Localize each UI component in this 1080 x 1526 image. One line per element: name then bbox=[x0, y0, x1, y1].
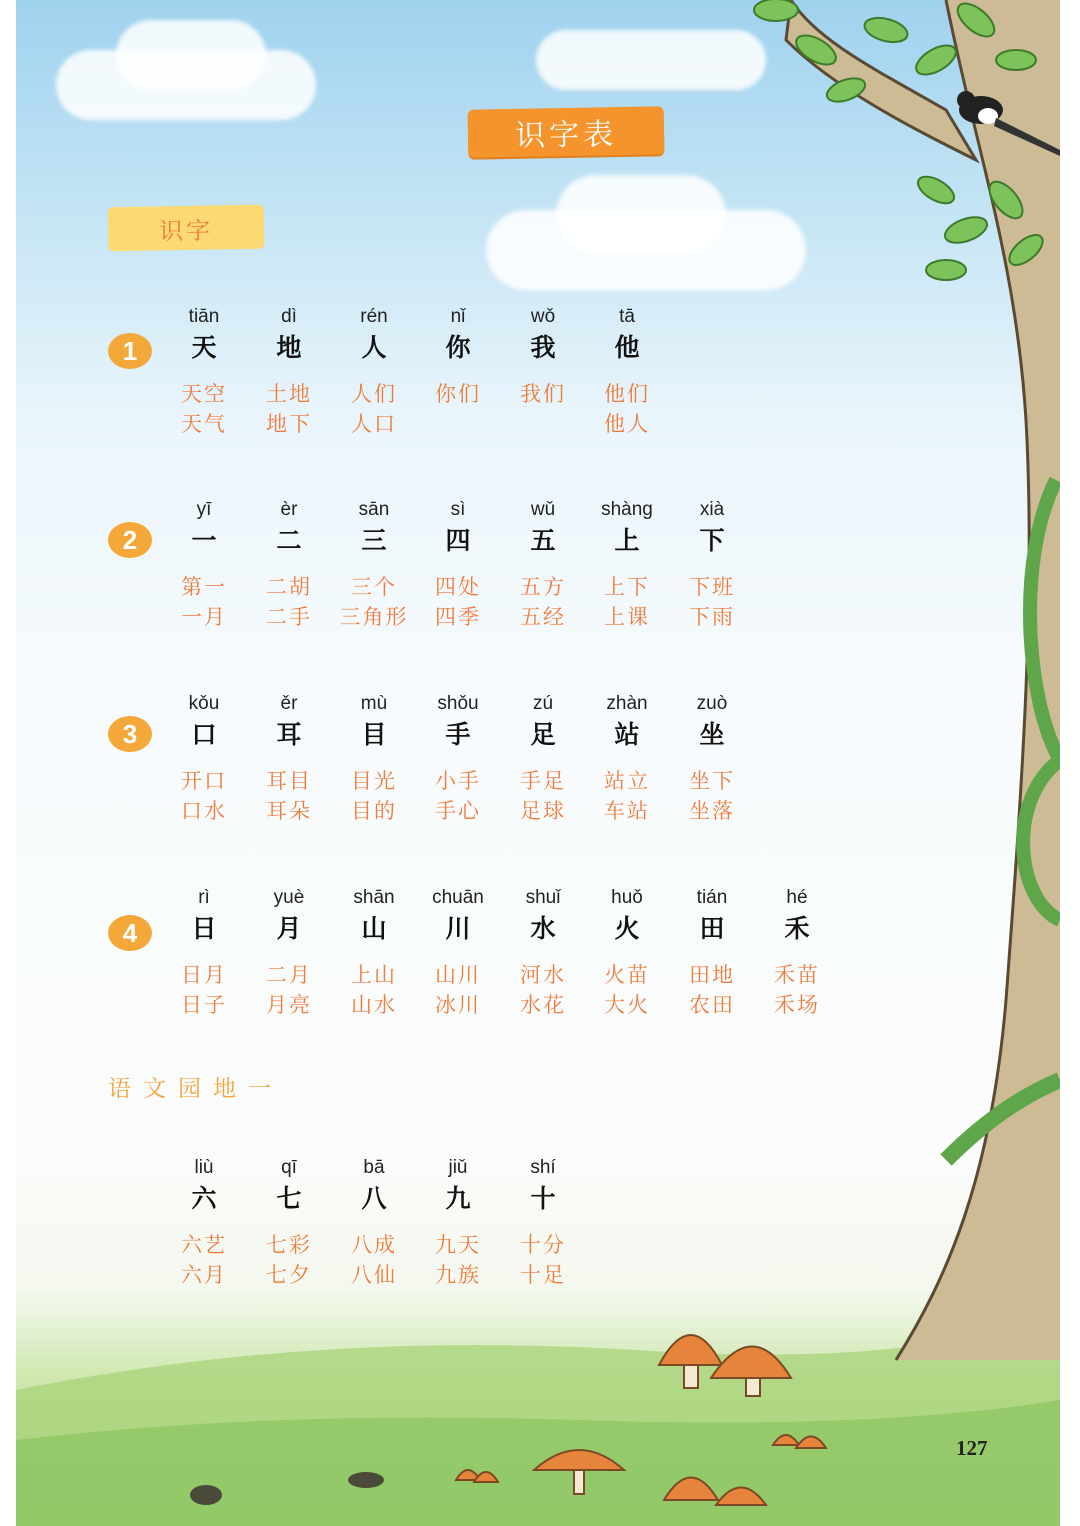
pinyin: shí bbox=[530, 1157, 556, 1178]
example-word: 你们 bbox=[435, 382, 481, 406]
pinyin: chuān bbox=[432, 887, 484, 908]
example-word: 三角形 bbox=[339, 605, 409, 629]
example-word: 人们 bbox=[351, 382, 397, 406]
example-word: 耳朵 bbox=[266, 799, 312, 823]
hanzi: 你 bbox=[445, 333, 471, 362]
example-word: 目的 bbox=[351, 799, 397, 823]
hanzi: 月 bbox=[276, 914, 302, 943]
char-entry bbox=[416, 692, 500, 826]
hanzi: 七 bbox=[276, 1184, 302, 1213]
page-number: 127 bbox=[956, 1436, 988, 1460]
hanzi: 上 bbox=[614, 526, 640, 555]
pinyin: bā bbox=[363, 1157, 385, 1178]
example-word: 月亮 bbox=[266, 993, 312, 1017]
pinyin: yī bbox=[196, 499, 212, 520]
char-entry bbox=[162, 886, 246, 1020]
char-entry bbox=[247, 1156, 331, 1290]
pinyin: tián bbox=[696, 887, 728, 908]
example-word: 禾苗 bbox=[774, 963, 820, 987]
pinyin: shān bbox=[353, 887, 395, 908]
example-word: 山川 bbox=[435, 963, 481, 987]
pinyin: qī bbox=[281, 1157, 297, 1178]
example-word: 第一 bbox=[181, 575, 227, 599]
pinyin: shuǐ bbox=[525, 887, 561, 908]
pinyin: tā bbox=[619, 306, 635, 327]
hanzi: 四 bbox=[445, 526, 471, 555]
example-word: 上山 bbox=[351, 963, 397, 987]
char-entry bbox=[332, 498, 416, 632]
page-title-banner bbox=[468, 106, 665, 157]
pinyin: zhàn bbox=[606, 693, 648, 714]
hanzi: 田 bbox=[699, 914, 725, 943]
char-entry bbox=[416, 1156, 500, 1290]
example-word: 大火 bbox=[604, 993, 650, 1017]
example-word: 目光 bbox=[351, 769, 397, 793]
lesson-number-badge: 4 bbox=[108, 915, 152, 951]
example-word: 小手 bbox=[435, 769, 481, 793]
example-word: 五经 bbox=[520, 605, 566, 629]
pinyin: rì bbox=[198, 887, 210, 908]
example-word: 二胡 bbox=[266, 575, 312, 599]
example-word: 田地 bbox=[689, 963, 735, 987]
char-entry bbox=[332, 692, 416, 826]
example-word: 六月 bbox=[181, 1263, 227, 1287]
example-word: 下班 bbox=[689, 575, 735, 599]
pinyin: sì bbox=[450, 499, 466, 520]
pinyin: nǐ bbox=[450, 306, 466, 327]
pinyin: wǒ bbox=[530, 306, 556, 327]
example-word: 手足 bbox=[520, 769, 566, 793]
hanzi: 九 bbox=[445, 1184, 471, 1213]
pinyin: wǔ bbox=[530, 499, 556, 520]
hanzi: 三 bbox=[361, 526, 387, 555]
hanzi: 日 bbox=[191, 914, 217, 943]
textbook-page bbox=[16, 0, 1060, 1526]
hanzi: 足 bbox=[530, 720, 556, 749]
example-word: 五方 bbox=[520, 575, 566, 599]
hanzi: 二 bbox=[276, 526, 302, 555]
char-entry bbox=[332, 886, 416, 1020]
example-word: 河水 bbox=[520, 963, 566, 987]
example-word: 农田 bbox=[689, 993, 735, 1017]
hanzi: 人 bbox=[361, 333, 387, 362]
example-word: 七彩 bbox=[266, 1233, 312, 1257]
example-word: 站立 bbox=[604, 769, 650, 793]
example-word: 口水 bbox=[181, 799, 227, 823]
char-entry bbox=[501, 886, 585, 1020]
char-entry bbox=[585, 305, 669, 439]
hanzi: 目 bbox=[361, 720, 387, 749]
char-entry bbox=[247, 886, 331, 1020]
pinyin: dì bbox=[281, 306, 297, 327]
example-word: 二手 bbox=[266, 605, 312, 629]
example-word: 天气 bbox=[181, 412, 227, 436]
example-word: 四季 bbox=[435, 605, 481, 629]
example-word: 四处 bbox=[435, 575, 481, 599]
example-word: 火苗 bbox=[604, 963, 650, 987]
char-entry bbox=[585, 692, 669, 826]
pinyin: yuè bbox=[273, 887, 305, 908]
example-word: 六艺 bbox=[181, 1233, 227, 1257]
hanzi: 他 bbox=[614, 333, 640, 362]
hanzi: 八 bbox=[361, 1184, 387, 1213]
example-word: 土地 bbox=[266, 382, 312, 406]
example-word: 山水 bbox=[351, 993, 397, 1017]
example-word: 八仙 bbox=[351, 1263, 397, 1287]
example-word: 水花 bbox=[520, 993, 566, 1017]
pinyin: huǒ bbox=[611, 887, 643, 908]
pinyin: liù bbox=[194, 1157, 214, 1178]
hanzi: 六 bbox=[191, 1184, 217, 1213]
char-entry bbox=[501, 1156, 585, 1290]
pinyin: mù bbox=[360, 693, 388, 714]
example-word bbox=[416, 409, 500, 439]
pinyin: shǒu bbox=[437, 693, 479, 714]
hanzi: 一 bbox=[191, 526, 217, 555]
pinyin: zuò bbox=[696, 693, 728, 714]
char-entry bbox=[585, 886, 669, 1020]
lesson-number-badge: 2 bbox=[108, 522, 152, 558]
char-entry bbox=[247, 498, 331, 632]
example-word: 日月 bbox=[181, 963, 227, 987]
pinyin: rén bbox=[360, 306, 388, 327]
example-word: 他们 bbox=[604, 382, 650, 406]
hanzi: 天 bbox=[191, 333, 217, 362]
example-word: 十分 bbox=[520, 1233, 566, 1257]
example-word: 二月 bbox=[266, 963, 312, 987]
example-word: 天空 bbox=[181, 382, 227, 406]
char-entry bbox=[670, 498, 754, 632]
char-entry bbox=[670, 692, 754, 826]
pinyin: tiān bbox=[188, 306, 220, 327]
example-word: 车站 bbox=[604, 799, 650, 823]
pinyin: èr bbox=[280, 499, 298, 520]
hanzi: 火 bbox=[614, 914, 640, 943]
example-word: 地下 bbox=[266, 412, 312, 436]
hanzi: 坐 bbox=[699, 720, 725, 749]
pinyin: hé bbox=[786, 887, 808, 908]
example-word bbox=[501, 409, 585, 439]
section-title: 识字 bbox=[158, 216, 214, 245]
hanzi: 山 bbox=[361, 914, 387, 943]
example-word: 他人 bbox=[604, 412, 650, 436]
pinyin: zú bbox=[532, 693, 554, 714]
example-word: 坐下 bbox=[689, 769, 735, 793]
section-heading-yuwen-yuandi: 语文园地一 bbox=[108, 1076, 283, 1102]
char-entry bbox=[501, 305, 585, 439]
char-entry bbox=[332, 305, 416, 439]
section-banner-shizi bbox=[108, 205, 265, 252]
char-entry bbox=[755, 886, 839, 1020]
pinyin: kǒu bbox=[188, 693, 220, 714]
hanzi: 下 bbox=[699, 526, 725, 555]
char-entry bbox=[585, 498, 669, 632]
hanzi: 口 bbox=[191, 720, 217, 749]
example-word: 坐落 bbox=[689, 799, 735, 823]
example-word: 一月 bbox=[181, 605, 227, 629]
hanzi: 十 bbox=[530, 1184, 556, 1213]
hanzi: 地 bbox=[276, 333, 302, 362]
example-word: 足球 bbox=[520, 799, 566, 823]
pinyin: ěr bbox=[280, 693, 298, 714]
pinyin: xià bbox=[699, 499, 725, 520]
example-word: 日子 bbox=[181, 993, 227, 1017]
char-entry bbox=[416, 498, 500, 632]
hanzi: 禾 bbox=[784, 914, 810, 943]
pinyin: sān bbox=[358, 499, 390, 520]
char-entry bbox=[501, 498, 585, 632]
char-entry bbox=[162, 498, 246, 632]
example-word: 下雨 bbox=[689, 605, 735, 629]
example-word: 禾场 bbox=[774, 993, 820, 1017]
example-word: 开口 bbox=[181, 769, 227, 793]
char-entry bbox=[247, 692, 331, 826]
example-word: 上下 bbox=[604, 575, 650, 599]
example-word: 人口 bbox=[351, 412, 397, 436]
char-entry bbox=[162, 1156, 246, 1290]
hanzi: 站 bbox=[614, 720, 640, 749]
example-word: 九族 bbox=[435, 1263, 481, 1287]
example-word: 十足 bbox=[520, 1263, 566, 1287]
example-word: 耳目 bbox=[266, 769, 312, 793]
example-word: 三个 bbox=[351, 575, 397, 599]
example-word: 冰川 bbox=[435, 993, 481, 1017]
example-word: 我们 bbox=[520, 382, 566, 406]
example-word: 上课 bbox=[604, 605, 650, 629]
char-entry bbox=[162, 692, 246, 826]
lesson-number-badge: 1 bbox=[108, 333, 152, 369]
char-entry bbox=[247, 305, 331, 439]
example-word: 七夕 bbox=[266, 1263, 312, 1287]
lesson-number-badge: 3 bbox=[108, 716, 152, 752]
char-entry bbox=[501, 692, 585, 826]
char-entry bbox=[416, 886, 500, 1020]
page-title: 识字表 bbox=[514, 117, 618, 154]
char-entry bbox=[416, 305, 500, 439]
char-entry bbox=[670, 886, 754, 1020]
hanzi: 耳 bbox=[276, 720, 302, 749]
hanzi: 我 bbox=[530, 333, 556, 362]
char-entry bbox=[332, 1156, 416, 1290]
hanzi: 手 bbox=[445, 720, 471, 749]
hanzi: 水 bbox=[530, 914, 556, 943]
example-word: 八成 bbox=[351, 1233, 397, 1257]
hanzi: 川 bbox=[445, 914, 471, 943]
char-entry bbox=[162, 305, 246, 439]
example-word: 九天 bbox=[435, 1233, 481, 1257]
pinyin: jiǔ bbox=[448, 1157, 468, 1178]
hanzi: 五 bbox=[530, 526, 556, 555]
pinyin: shàng bbox=[601, 499, 653, 520]
example-word: 手心 bbox=[435, 799, 481, 823]
